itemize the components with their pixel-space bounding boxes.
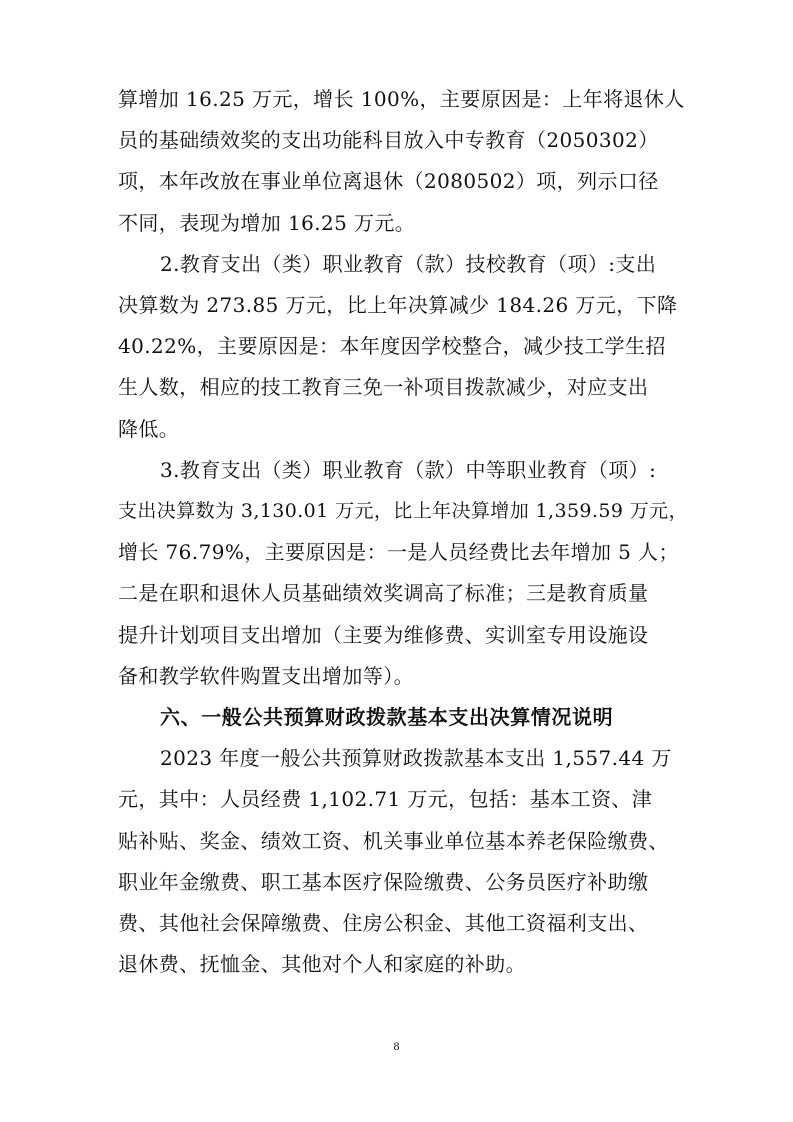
paragraph-line: 40.22%，主要原因是：本年度因学校整合，减少技工学生招: [118, 334, 666, 359]
paragraph-line: 降低。: [118, 416, 180, 441]
paragraph-line: 费、其他社会保障缴费、住房公积金、其他工资福利支出、: [118, 911, 649, 935]
paragraph-line: 项，本年改放在事业单位离退休（2080502）项，列示口径: [118, 169, 659, 194]
paragraph-line: 元，其中：人员经费 1,102.71 万元，包括：基本工资、津: [118, 787, 653, 812]
paragraph-line: 职业年金缴费、职工基本医疗保险缴费、公务员医疗补助缴: [118, 869, 649, 894]
paragraph-line: 支出决算数为 3,130.01 万元，比上年决算增加 1,359.59 万元，: [118, 500, 688, 522]
section-heading: 六、一般公共预算财政拨款基本支出决算情况说明: [160, 705, 614, 729]
paragraph-line: 2023 年度一般公共预算财政拨款基本支出 1,557.44 万: [160, 746, 672, 771]
paragraph-line: 决算数为 273.85 万元，比上年决算减少 184.26 万元，下降: [118, 293, 678, 317]
paragraph-line: 备和教学软件购置支出增加等）。: [118, 663, 414, 688]
paragraph-line: 退休费、抚恤金、其他对个人和家庭的补助。: [118, 952, 526, 977]
paragraph-line: 不同，表现为增加 16.25 万元。: [118, 210, 416, 235]
paragraph-line: 员的基础绩效奖的支出功能科目放入中专教育（2050302）: [118, 128, 659, 153]
paragraph-line: 贴补贴、奖金、绩效工资、机关事业单位基本养老保险缴费、: [118, 828, 669, 853]
paragraph-line: 增长 76.79%，主要原因是：一是人员经费比去年增加 5 人；: [118, 540, 679, 565]
paragraph-line: 二是在职和退休人员基础绩效奖调高了标准；三是教育质量: [118, 581, 649, 606]
paragraph-line: 3.教育支出（类）职业教育（款）中等职业教育（项）:: [160, 457, 657, 482]
paragraph-line: 算增加 16.25 万元，增长 100%，主要原因是：上年将退休人: [118, 87, 685, 111]
page-number: 8: [393, 1039, 400, 1053]
paragraph-line: 生人数，相应的技工教育三免一补项目拨款减少，对应支出: [118, 375, 649, 400]
paragraph-line: 2.教育支出（类）职业教育（款）技校教育（项）:支出: [160, 251, 657, 276]
paragraph-line: 提升计划项目支出增加（主要为维修费、实训室专用设施设: [118, 622, 649, 647]
